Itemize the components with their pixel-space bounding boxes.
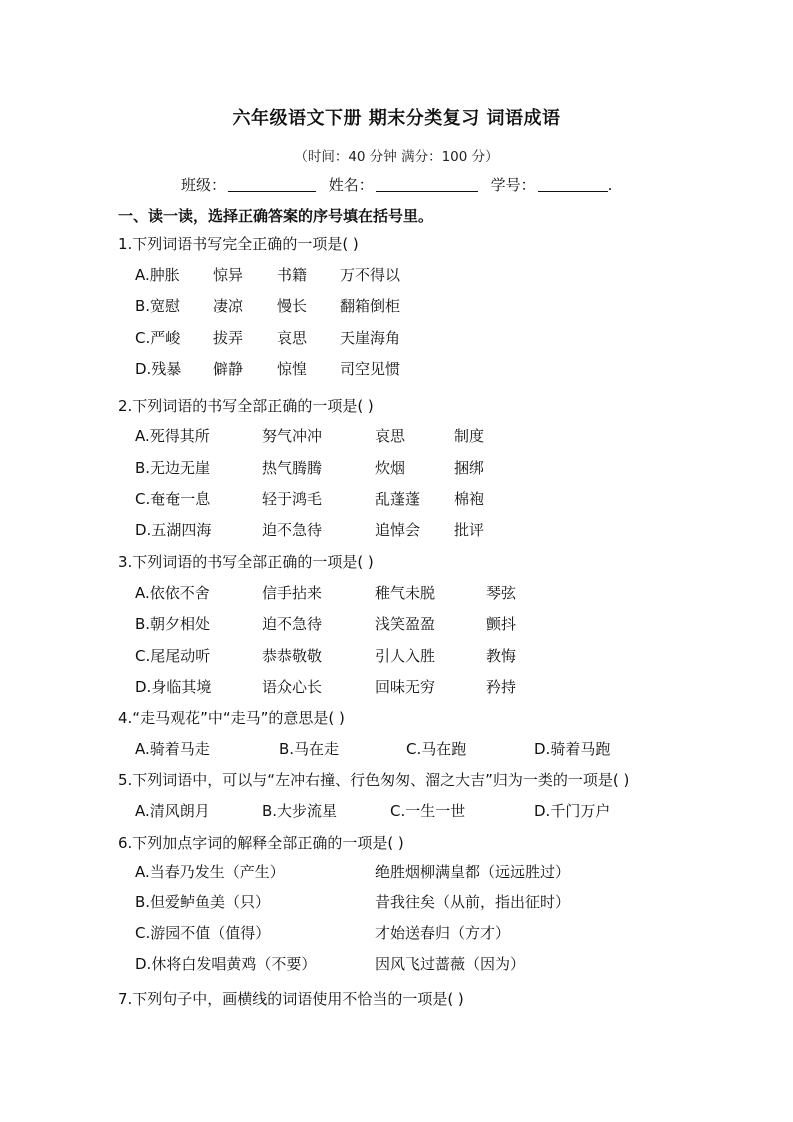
- option-cell: C.尾尾动听: [135, 647, 211, 665]
- id-blank[interactable]: [538, 177, 608, 192]
- option-cell: 书籍: [277, 266, 308, 284]
- option-cell: B.马在走: [279, 740, 340, 758]
- option-cell: 拔弄: [213, 329, 244, 347]
- option-cell: B.朝夕相处: [135, 615, 211, 633]
- option-cell: A.清风朗月: [135, 802, 210, 820]
- option-cell: 司空见惯: [340, 360, 401, 378]
- option-cell: A.肿胀: [135, 266, 180, 284]
- option-cell: 制度: [454, 427, 485, 445]
- option-cell: D.千门万户: [534, 802, 611, 820]
- exam-time-score: （时间：40 分钟 满分：100 分）: [294, 149, 499, 165]
- option-cell: 炊烟: [375, 459, 406, 477]
- option-cell: A.当春乃发生（产生）: [135, 863, 285, 881]
- option-cell: B.大步流星: [262, 802, 338, 820]
- option-cell: D.残暴: [135, 360, 182, 378]
- option-cell: C.奄奄一息: [135, 490, 211, 508]
- name-blank[interactable]: [376, 177, 478, 192]
- option-cell: A.骑着马走: [135, 740, 210, 758]
- option-cell: 矜持: [486, 678, 517, 696]
- option-cell: 热气腾腾: [262, 459, 323, 477]
- option-cell: 哀思: [277, 329, 308, 347]
- option-cell: 棉袍: [454, 490, 485, 508]
- option-cell: B.无边无崖: [135, 459, 211, 477]
- option-cell: 翻箱倒柜: [340, 297, 401, 315]
- option-cell: C.游园不值（值得）: [135, 924, 271, 942]
- option-cell: 迫不急待: [262, 615, 323, 633]
- option-cell: 批评: [454, 521, 485, 539]
- option-cell: 琴弦: [486, 584, 517, 602]
- option-cell: 乱蓬蓬: [375, 490, 421, 508]
- class-blank[interactable]: [228, 177, 316, 192]
- question-stem: 4.“走马观花”中“走马”的意思是( ): [118, 709, 345, 727]
- option-cell: 哀思: [375, 427, 406, 445]
- page-title: 六年级语文下册 期末分类复习 词语成语: [232, 108, 561, 129]
- question-stem: 1.下列词语书写完全正确的一项是( ): [118, 235, 359, 253]
- option-cell: 惊惶: [277, 360, 308, 378]
- option-cell: 语众心长: [262, 678, 323, 696]
- option-cell: 僻静: [213, 360, 244, 378]
- option-cell: 努气冲冲: [262, 427, 323, 445]
- class-label: 班级：: [181, 176, 227, 194]
- option-cell: 浅笑盈盈: [375, 615, 436, 633]
- option-cell: B.宽慰: [135, 297, 181, 315]
- option-cell: 凄凉: [213, 297, 244, 315]
- option-cell: 才始送春归（方才）: [375, 924, 511, 942]
- option-cell: 轻于鸿毛: [262, 490, 323, 508]
- option-cell: 迫不急待: [262, 521, 323, 539]
- question-stem: 7.下列句子中，画横线的词语使用不恰当的一项是( ): [118, 990, 464, 1008]
- option-cell: 追悼会: [375, 521, 421, 539]
- option-cell: D.休将白发唱黄鸡（不要）: [135, 955, 317, 973]
- option-cell: C.一生一世: [390, 802, 466, 820]
- option-cell: C.严峻: [135, 329, 181, 347]
- question-stem: 2.下列词语的书写全部正确的一项是( ): [118, 397, 374, 415]
- question-stem: 5.下列词语中，可以与“左冲右撞、行色匆匆、溜之大吉”归为一类的一项是( ): [118, 771, 630, 789]
- option-cell: 天崖海角: [340, 329, 401, 347]
- question-stem: 6.下列加点字词的解释全部正确的一项是( ): [118, 834, 404, 852]
- option-cell: A.死得其所: [135, 427, 210, 445]
- option-cell: A.依依不舍: [135, 584, 210, 602]
- name-label: 姓名：: [328, 176, 374, 194]
- option-cell: D.骑着马跑: [534, 740, 611, 758]
- id-label: 学号：: [490, 176, 536, 194]
- option-cell: 回味无穷: [375, 678, 436, 696]
- option-cell: 慢长: [277, 297, 308, 315]
- student-info-line: [181, 174, 612, 195]
- option-cell: 万不得以: [340, 266, 401, 284]
- option-cell: C.马在跑: [406, 740, 467, 758]
- option-cell: B.但爱鲈鱼美（只）: [135, 893, 271, 911]
- option-cell: 昔我往矣（从前，指出征时）: [375, 893, 571, 911]
- option-cell: 恭恭敬敬: [262, 647, 323, 665]
- question-stem: 3.下列词语的书写全部正确的一项是( ): [118, 553, 374, 571]
- option-cell: 颤抖: [486, 615, 517, 633]
- id-end: .: [607, 176, 613, 194]
- option-cell: D.五湖四海: [135, 521, 212, 539]
- option-cell: 捆绑: [454, 459, 485, 477]
- option-cell: 因风飞过蔷薇（因为）: [375, 955, 526, 973]
- option-cell: 惊异: [213, 266, 244, 284]
- option-cell: 引人入胜: [375, 647, 436, 665]
- option-cell: 稚气未脱: [375, 584, 436, 602]
- option-cell: 教悔: [486, 647, 517, 665]
- option-cell: 信手拈来: [262, 584, 323, 602]
- section-heading: 一、读一读，选择正确答案的序号填在括号里。: [118, 207, 434, 225]
- option-cell: D.身临其境: [135, 678, 212, 696]
- option-cell: 绝胜烟柳满皇都（远远胜过）: [375, 863, 571, 881]
